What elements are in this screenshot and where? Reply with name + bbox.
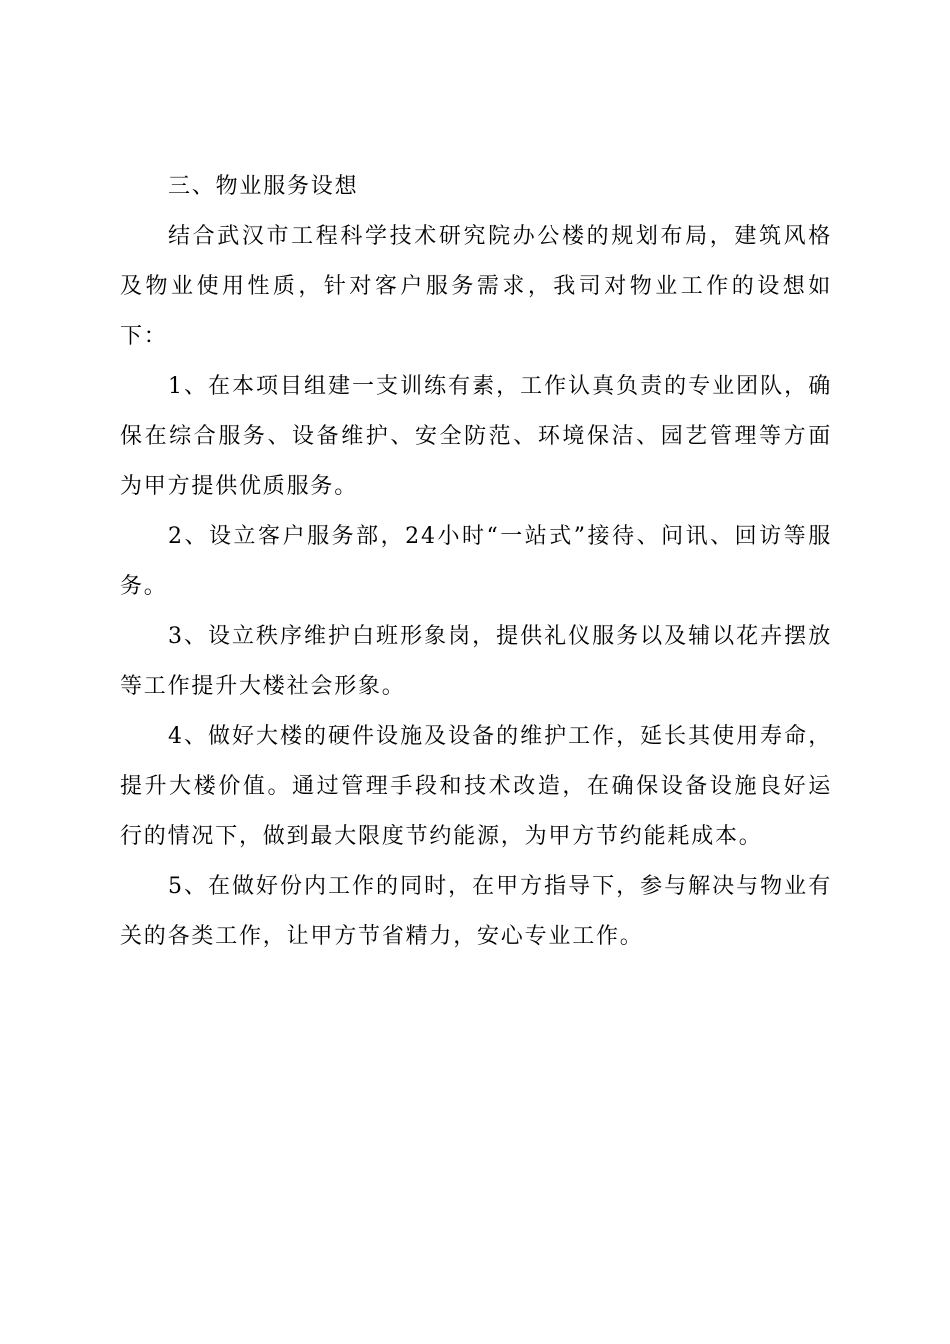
intro-paragraph: 结合武汉市工程科学技术研究院办公楼的规划布局，建筑风格及物业使用性质，针对客户服务需求，我司对物业工作的设想如下： (120, 224, 832, 349)
list-item-4: 4、做好大楼的硬件设施及设备的维护工作，延长其使用寿命，提升大楼价值。通过管理手段和技术改造，在确保设备设施良好运行的情况下，做到最大限度节约能源，为甲方节约能耗成本。 (120, 724, 832, 849)
list-item-5: 5、在做好份内工作的同时，在甲方指导下，参与解决与物业有关的各类工作，让甲方节省精力，安心专业工作。 (120, 874, 832, 949)
section-heading: 三、物业服务设想 (168, 174, 359, 199)
list-item-2: 2、设立客户服务部，24小时“一站式”接待、问讯、回访等服务。 (120, 524, 832, 599)
document-body (120, 162, 832, 962)
list-item-1: 1、在本项目组建一支训练有素，工作认真负责的专业团队，确保在综合服务、设备维护、安全防范、环境保洁、园艺管理等方面为甲方提供优质服务。 (120, 374, 832, 499)
list-item-3: 3、设立秩序维护白班形象岗，提供礼仪服务以及辅以花卉摆放等工作提升大楼社会形象。 (120, 624, 832, 699)
